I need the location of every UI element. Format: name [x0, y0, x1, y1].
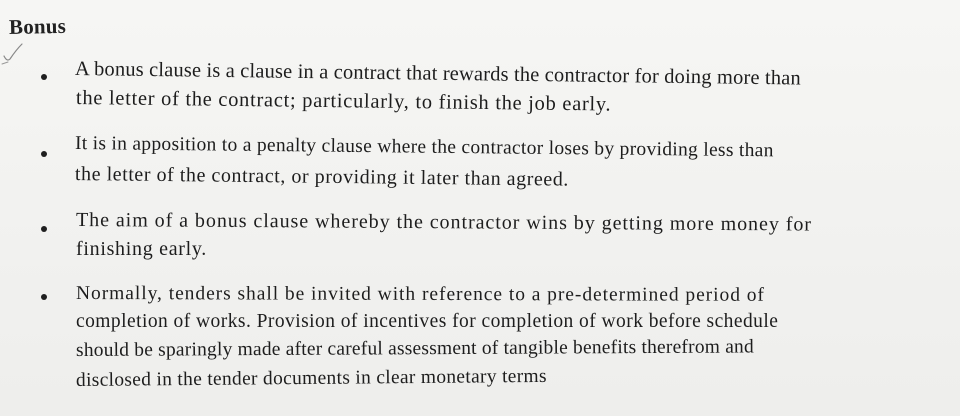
bullet-3-line-1: The aim of a bonus clause whereby the contractor wins by getting more money for	[75, 209, 813, 236]
bullet-4-line-4: disclosed in the tender documents in clear monetary terms	[75, 365, 547, 391]
bullet-2-line-1: It is in apposition to a penalty clause where the contractor loses by providing less than	[74, 133, 774, 162]
section-heading: Bonus	[8, 13, 67, 39]
bullet-1-line-2: the letter of the contract; particularly, to finish the job early.	[75, 87, 612, 116]
bullet-icon	[41, 294, 47, 300]
bullet-1-line-1: A bonus clause is a clause in a contract that rewards the contractor for doing more than	[74, 58, 801, 90]
bullet-4-line-2: completion of works. Provision of incentives for completion of work before schedule	[76, 311, 779, 332]
bullet-icon	[41, 74, 47, 80]
bullet-4-line-3: should be sparingly made after careful assessment of tangible benefits therefrom and	[75, 336, 754, 361]
bullet-4-line-1: Normally, tenders shall be invited with reference to a pre-determined period of	[75, 283, 765, 306]
bullet-3-line-2: finishing early.	[76, 238, 207, 260]
bullet-2-line-2: the letter of the contract, or providing it later than agreed.	[74, 163, 570, 191]
bullet-icon	[41, 226, 47, 232]
bullet-icon	[41, 151, 47, 157]
handwritten-tick-icon	[0, 40, 42, 70]
